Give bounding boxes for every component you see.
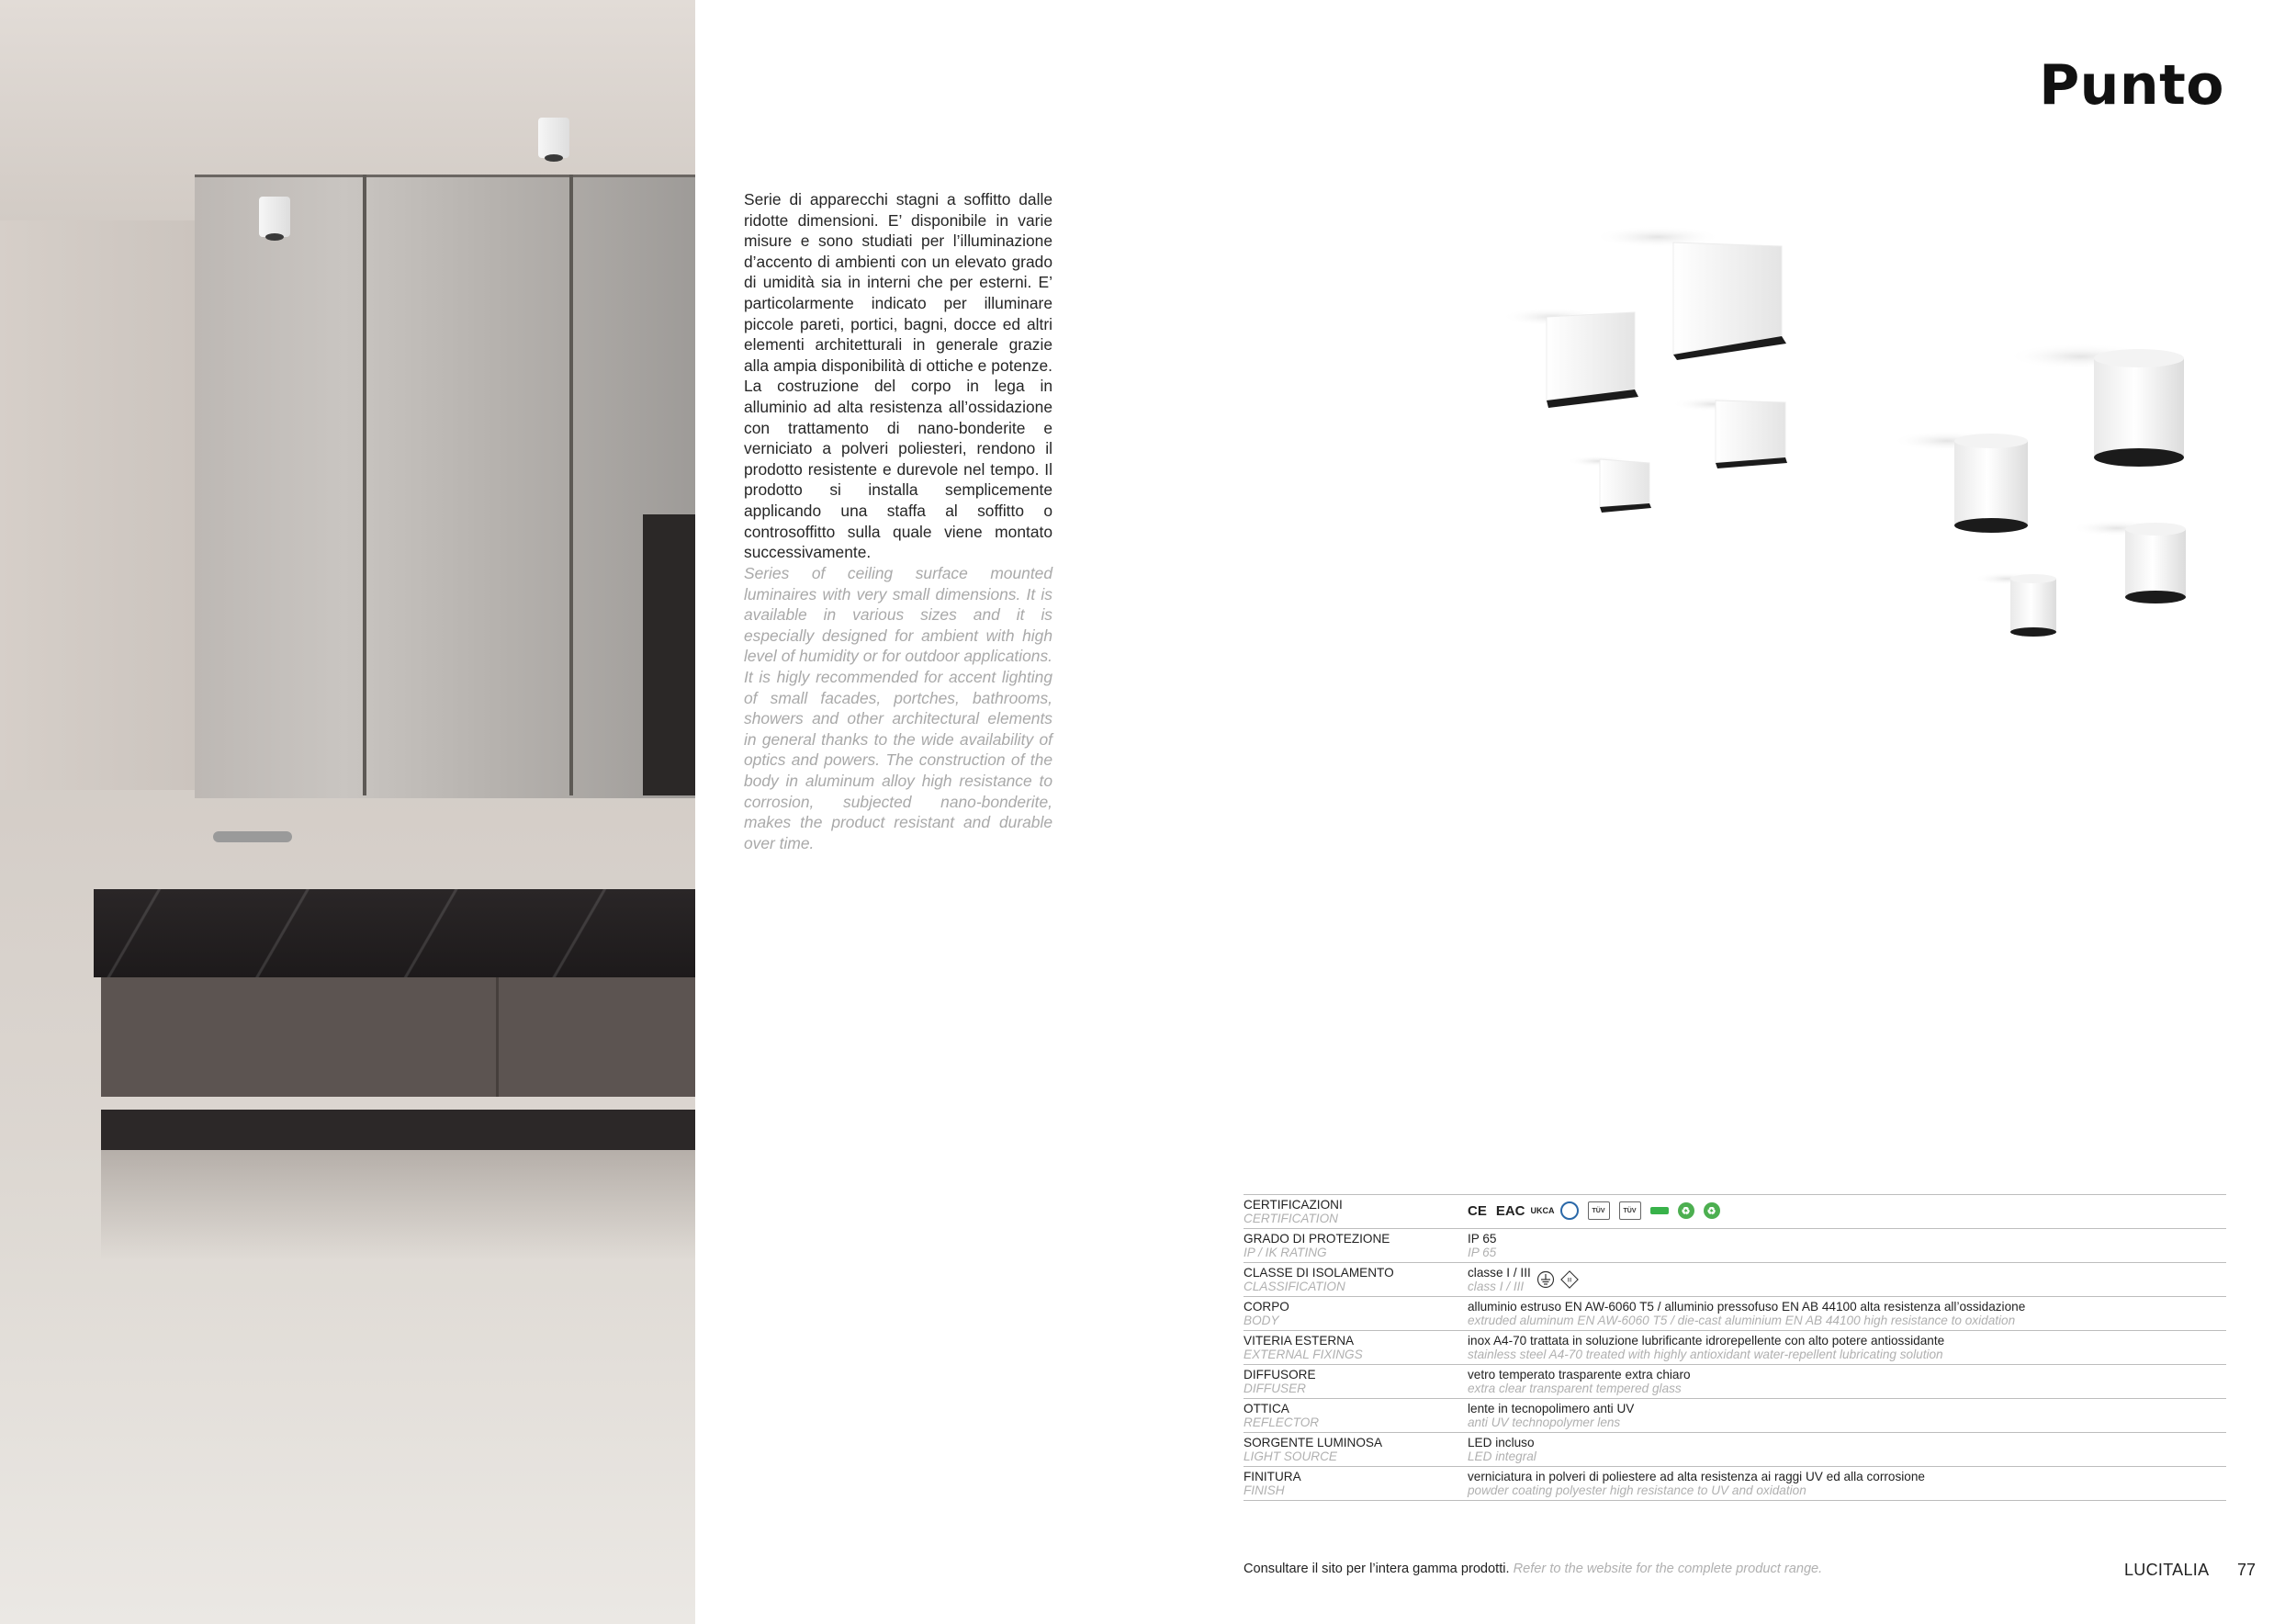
spec-value-it: alluminio estruso EN AW-6060 T5 / alluminio pressofuso EN AB 44100 alta resistenza all’ossidazione [1468,1300,2026,1314]
page-number: 77 [2237,1561,2257,1579]
spec-value-it: classe I / III [1468,1266,1531,1280]
ceiling-luminaire-image [259,197,290,237]
spec-value-it: inox A4-70 trattata in soluzione lubrificante idrorepellente con alto potere antiossidante [1468,1334,1945,1348]
product-illustration [1469,220,2204,643]
earth-class-i-icon [1536,1270,1555,1289]
spec-value-en: powder coating polyester high resistance to UV and oxidation [1468,1483,1806,1497]
certification-icons [1468,1198,2226,1224]
spec-value-it: vetro temperato trasparente extra chiaro [1468,1368,1691,1382]
recycle-alu-icon: ♻ [1678,1202,1694,1219]
spec-label-en: CLASSIFICATION [1244,1280,1345,1293]
mirror-divider [569,175,573,795]
spec-value-en: anti UV technopolymer lens [1468,1415,1621,1429]
spec-label-en: REFLECTOR [1244,1415,1320,1429]
photo-marble-counter [94,889,695,977]
spec-table [1244,1194,2226,1501]
photo-shelf [101,1110,695,1150]
spec-value-it: verniciatura in polveri di poliestere ad alta resistenza ai raggi UV ed alla corrosione [1468,1470,1925,1483]
square-luminaire-mini [1567,456,1651,513]
spec-row-light-source [1244,1433,2226,1467]
round-luminaire-medium [1892,431,2028,533]
spec-label-en: BODY [1244,1314,1279,1327]
certification-seal-icon [1560,1201,1579,1220]
spec-label-it: FINITURA [1244,1470,1301,1483]
spec-value-it: IP 65 [1468,1232,1497,1246]
round-luminaire-large [2007,344,2184,467]
spec-label-it: GRADO DI PROTEZIONE [1244,1232,1390,1246]
cabinet-divider [496,977,499,1097]
photo-faucet [213,831,292,842]
ceiling-luminaire-image [538,118,569,158]
spec-label-it: DIFFUSORE [1244,1368,1316,1382]
ce-mark-icon: CE [1468,1202,1487,1219]
class-iii-icon [1560,1270,1579,1289]
tuv-mark-icon: TÜV [1588,1201,1610,1220]
spec-value-en: IP 65 [1468,1246,1497,1259]
spec-label-it: CLASSE DI ISOLAMENTO [1244,1266,1394,1280]
spec-label-en: FINISH [1244,1483,1285,1497]
mirror-divider [363,175,366,795]
spec-row-external-fixings [1244,1331,2226,1365]
photo-vanity-cabinet [101,977,695,1097]
mirror-reflection-dark [643,514,695,795]
spec-value-en: class I / III [1468,1280,1525,1293]
square-luminaire-small [1671,397,1787,468]
spec-label-it: VITERIA ESTERNA [1244,1334,1355,1348]
spec-label-it: OTTICA [1244,1402,1289,1415]
ukca-mark-icon: UKCA [1530,1205,1555,1215]
product-title: Punto [2039,53,2224,118]
spec-value-it: LED incluso [1468,1436,1535,1449]
green-label-icon [1650,1207,1669,1214]
round-luminaire-small [2071,520,2186,603]
spec-label-en: IP / IK RATING [1244,1246,1327,1259]
spec-value-en: extra clear transparent tempered glass [1468,1382,1682,1395]
spec-label-it: SORGENTE LUMINOSA [1244,1436,1383,1449]
spec-label-en: DIFFUSER [1244,1382,1306,1395]
eac-mark-icon: EAC [1495,1202,1525,1219]
spec-label-en: LIGHT SOURCE [1244,1449,1337,1463]
brand-name: LUCITALIA [2124,1561,2210,1579]
description-english: Series of ceiling surface mounted luminaires with very small dimensions. It is available in various sizes and it is especially designed for ambient with high level of humidity or for outdoor applications. It is higly recommended for accent lighting of small facades, portches, bathrooms, showers and other architectural elements in general thanks to the wide availability of optics and powers. The construction of the body in aluminum alloy high resistance to corrosion, subjected nano-bonderite, makes the product resistant and durable over time. [744,564,1052,852]
footer-note [1244,1562,1822,1576]
spec-label-en: EXTERNAL FIXINGS [1244,1348,1363,1361]
spec-row-classification [1244,1263,2226,1297]
photo-mirror [195,175,695,798]
photo-floor-shadow [101,1150,695,1260]
photo-wall [0,220,195,790]
footer-note-it: Consultare il sito per l’intera gamma prodotti. [1244,1562,1510,1576]
svg-text:III: III [1567,1277,1572,1284]
square-luminaire-medium [1502,308,1638,408]
tuv-mark-icon: TÜV [1619,1201,1641,1220]
spec-value-en: LED integral [1468,1449,1536,1463]
spec-row-certification [1244,1195,2226,1229]
recycle-glass-icon: ♻ [1704,1202,1720,1219]
footer-note-en: Refer to the website for the complete product range. [1513,1562,1823,1576]
spec-row-diffuser [1244,1365,2226,1399]
spec-row-ip-rating [1244,1229,2226,1263]
spec-row-body [1244,1297,2226,1331]
spec-label-it: CORPO [1244,1300,1289,1314]
spec-row-reflector [1244,1399,2226,1433]
spec-row-finish [1244,1467,2226,1501]
spec-value-it: lente in tecnopolimero anti UV [1468,1402,1635,1415]
bathroom-photo [0,0,695,1624]
spec-value-en: stainless steel A4-70 treated with highly antioxidant water-repellent lubricating solution [1468,1348,1943,1361]
spec-label-en: CERTIFICATION [1244,1212,1338,1225]
description-italian: Serie di apparecchi stagni a soffitto dalle ridotte dimensioni. E’ disponibile in varie misure e sono studiati per l’illuminazione d’accento di ambienti con un elevato grado di umidità sia in interni che per esterni. E’ particolarmente indicato per illuminare piccole pareti, portici, bagni, docce ed altri elementi architetturali in generale grazie alla ampia disponibilità di ottiche e potenze. La costruzione del corpo in lega in alluminio ad alta resistenza all’ossidazione con trattamento di nano-bonderite e verniciato a polveri poliesteri, rendono il prodotto resistente e durevole nel tempo. Il prodotto si installa semplicemente applicando una staffa al soffitto o controsoffitto sulla quale viene montato successivamente. [744,190,1052,562]
spec-value-en: extruded aluminum EN AW-6060 T5 / die-cast aluminium EN AB 44100 high resistance to oxidation [1468,1314,2016,1327]
spec-label-it: CERTIFICAZIONI [1244,1198,1343,1212]
round-luminaire-mini [1974,572,2056,637]
